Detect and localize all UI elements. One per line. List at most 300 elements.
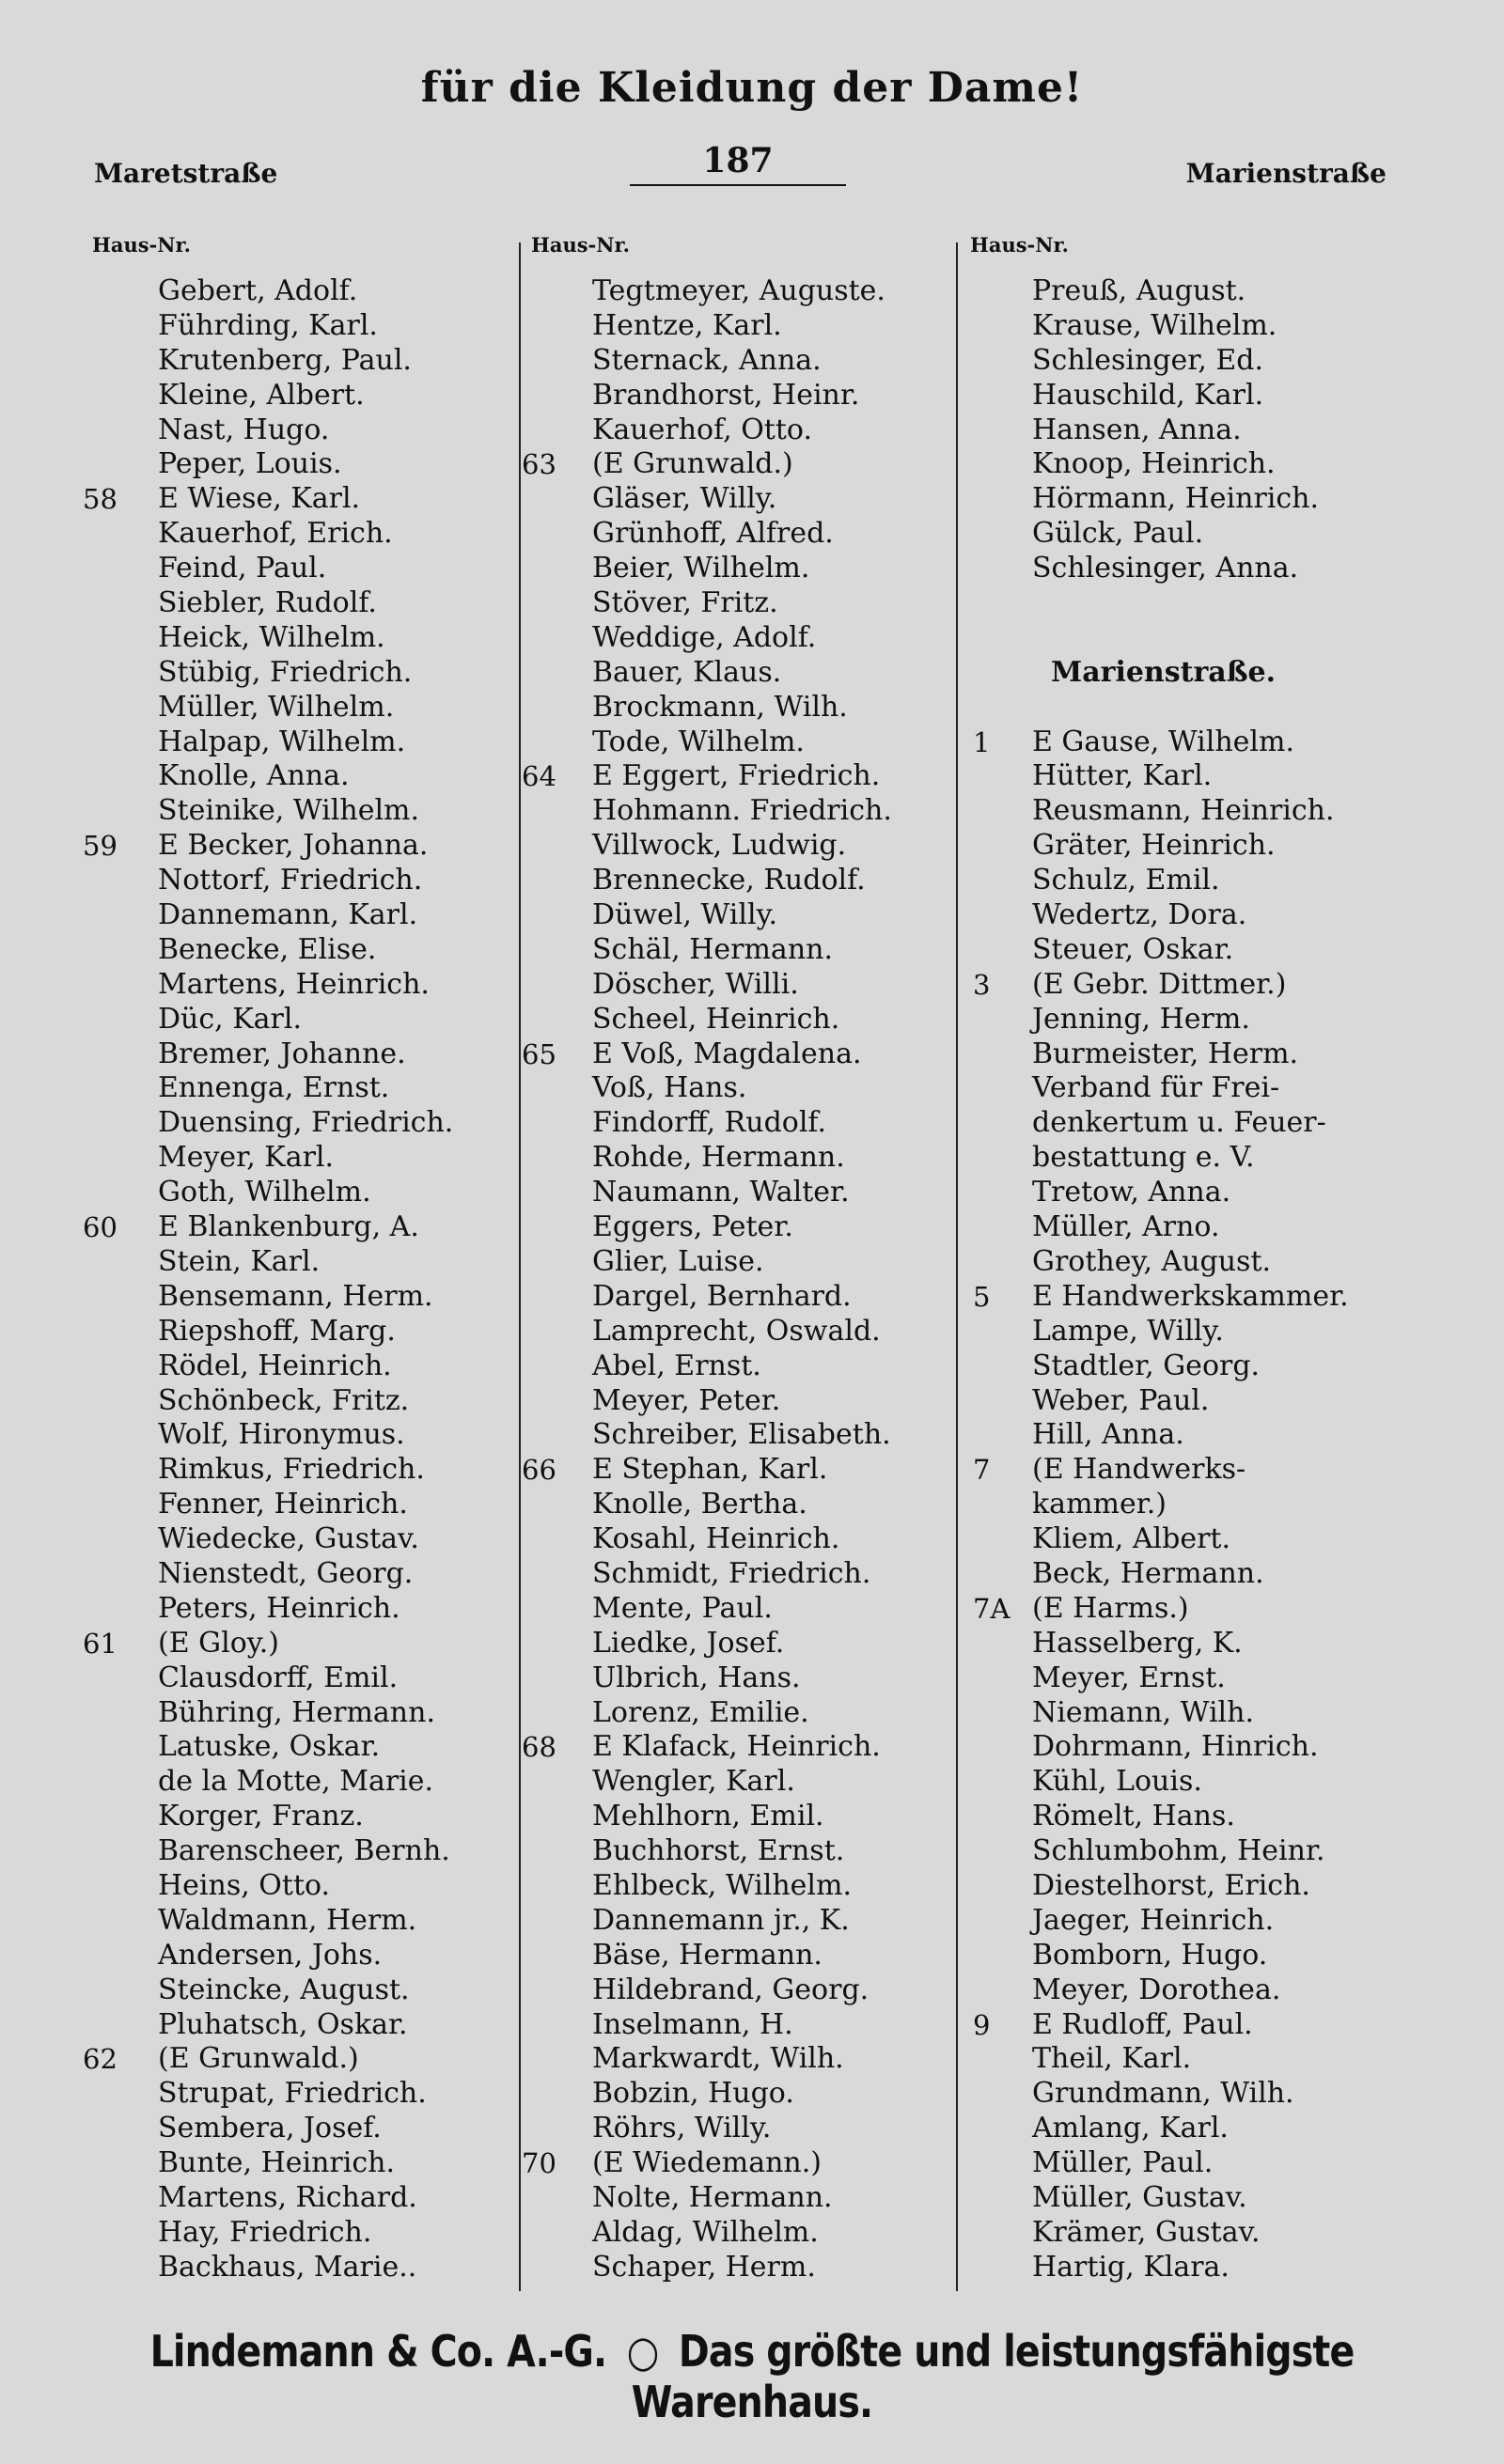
directory-entry <box>522 794 949 829</box>
resident-name: Rohde, Hermann. <box>592 1141 845 1175</box>
directory-entry <box>83 1939 510 1973</box>
resident-name: Feind, Paul. <box>158 552 327 585</box>
resident-name: Schönbeck, Fritz. <box>158 1383 410 1417</box>
resident-name: de la Motte, Marie. <box>158 1765 434 1799</box>
directory-entry <box>83 759 510 794</box>
directory-entry <box>973 864 1443 898</box>
directory-entry <box>522 2008 949 2043</box>
directory-entry <box>83 794 510 829</box>
column-header-1: Haus-Nr. <box>92 233 191 257</box>
directory-entry <box>522 1384 949 1419</box>
resident-name: E Klafack, Heinrich. <box>592 1730 881 1764</box>
house-number: 65 <box>522 1037 556 1070</box>
resident-name: Clausdorff, Emil. <box>158 1661 399 1694</box>
house-number: 62 <box>83 2043 118 2076</box>
resident-name: E Wiese, Karl. <box>158 482 361 516</box>
house-number: 63 <box>522 448 556 481</box>
resident-name: Korger, Franz. <box>158 1800 364 1833</box>
resident-name: Riepshoff, Marg. <box>158 1314 396 1348</box>
directory-entry <box>522 1557 949 1592</box>
resident-name: Scheel, Heinrich. <box>592 1002 840 1036</box>
resident-name: Schreiber, Elisabeth. <box>592 1418 891 1452</box>
resident-name: Kauerhof, Otto. <box>592 413 812 446</box>
resident-name: Villwock, Ludwig. <box>592 829 847 863</box>
directory-entry <box>973 482 1443 517</box>
directory-entry <box>973 413 1443 448</box>
resident-name: E Gause, Wilhelm. <box>1032 725 1294 758</box>
resident-name: Duensing, Friedrich. <box>158 1106 454 1140</box>
left-running-head: Maretstraße <box>94 158 278 189</box>
resident-name: Steinike, Wilhelm. <box>158 794 420 828</box>
resident-name: Dohrmann, Hinrich. <box>1032 1730 1319 1764</box>
directory-entry <box>973 2181 1443 2216</box>
resident-name: Wolf, Hironymus. <box>158 1418 405 1452</box>
resident-name: Rimkus, Friedrich. <box>158 1453 425 1487</box>
directory-entry <box>522 1245 949 1280</box>
directory-entry <box>83 1522 510 1557</box>
directory-entry <box>83 1973 510 2008</box>
directory-entry <box>522 898 949 933</box>
directory-entry <box>83 1245 510 1280</box>
bottom-advertisement <box>105 2326 1399 2427</box>
directory-entry <box>83 656 510 691</box>
resident-name: Bühring, Hermann. <box>158 1695 435 1729</box>
resident-name: (E Harms.) <box>1032 1591 1189 1625</box>
directory-entry <box>83 344 510 379</box>
resident-name: Pluhatsch, Oskar. <box>158 2007 408 2041</box>
directory-entry <box>973 1210 1443 1245</box>
resident-name: Gräter, Heinrich. <box>1032 829 1276 863</box>
resident-name: Fenner, Heinrich. <box>158 1488 408 1521</box>
directory-column-2 <box>522 274 949 2285</box>
house-number: 66 <box>522 1454 556 1487</box>
resident-name: Halpap, Wilhelm. <box>158 725 406 758</box>
column-rule-2 <box>956 242 958 2291</box>
resident-name: Findorff, Rudolf. <box>592 1106 826 1140</box>
directory-entry <box>522 344 949 379</box>
house-number: 5 <box>973 1280 991 1313</box>
resident-name: Kleine, Albert. <box>158 378 365 412</box>
directory-entry <box>83 1696 510 1731</box>
resident-name: Aldag, Wilhelm. <box>592 2215 819 2249</box>
resident-name: Bauer, Klaus. <box>592 655 782 689</box>
resident-name: Niemann, Wilh. <box>1032 1695 1255 1729</box>
resident-name: Markwardt, Wilh. <box>592 2042 844 2076</box>
house-number: 64 <box>522 760 556 793</box>
resident-name: Naumann, Walter. <box>592 1176 850 1209</box>
resident-name: Heick, Wilhelm. <box>158 620 385 654</box>
page-number: 187 <box>630 141 846 186</box>
resident-name: Beier, Wilhelm. <box>592 552 810 585</box>
directory-entry <box>973 1488 1443 1522</box>
resident-name: Hörmann, Heinrich. <box>1032 482 1320 516</box>
street-heading <box>973 656 1443 691</box>
directory-entry <box>973 552 1443 586</box>
resident-name: Schaper, Herm. <box>592 2250 816 2284</box>
directory-entry <box>83 864 510 898</box>
resident-name: Düwel, Willy. <box>592 898 778 932</box>
resident-name: Burmeister, Herm. <box>1032 1037 1299 1070</box>
directory-entry <box>973 1730 1443 1765</box>
advertiser-slogan: Das größte und leistungsfähigste Warenhaus. <box>631 2326 1355 2427</box>
resident-name: Meyer, Ernst. <box>1032 1661 1226 1694</box>
resident-name: Kühl, Louis. <box>1032 1765 1202 1799</box>
directory-entry <box>83 1627 510 1661</box>
resident-name: Gebert, Adolf. <box>158 274 358 307</box>
resident-name: Nolte, Hermann. <box>592 2180 833 2214</box>
resident-name: (E Wiedemann.) <box>592 2146 822 2180</box>
resident-name: Schäl, Hermann. <box>592 932 833 966</box>
directory-entry <box>83 1800 510 1834</box>
resident-name: Kliem, Albert. <box>1032 1522 1231 1556</box>
directory-entry <box>973 309 1443 344</box>
resident-name: Meyer, Dorothea. <box>1032 1973 1281 2006</box>
directory-entry <box>973 1418 1443 1453</box>
directory-entry <box>83 1384 510 1419</box>
directory-entry <box>522 656 949 691</box>
directory-entry <box>973 1592 1443 1627</box>
resident-name: Buchhorst, Ernst. <box>592 1834 845 1868</box>
directory-entry <box>973 1869 1443 1904</box>
directory-entry <box>973 447 1443 482</box>
resident-name: Verband für Frei- <box>1032 1071 1280 1105</box>
directory-entry <box>83 1453 510 1488</box>
directory-entry <box>522 1939 949 1973</box>
directory-entry <box>973 621 1443 656</box>
resident-name: Brandhorst, Heinr. <box>592 378 860 412</box>
resident-name: (E Grunwald.) <box>158 2042 359 2076</box>
resident-name: Theil, Karl. <box>1032 2042 1192 2076</box>
resident-name: Knoop, Heinrich. <box>1032 447 1276 481</box>
resident-name: Grünhoff, Alfred. <box>592 517 834 551</box>
directory-entry <box>83 1176 510 1210</box>
directory-entry <box>973 1106 1443 1141</box>
directory-entry <box>522 2181 949 2216</box>
resident-name: Hauschild, Karl. <box>1032 378 1264 412</box>
directory-entry <box>973 379 1443 413</box>
directory-entry <box>522 1592 949 1627</box>
resident-name: Stübig, Friedrich. <box>158 655 413 689</box>
resident-name: Knolle, Anna. <box>158 759 350 793</box>
resident-name: kammer.) <box>1032 1488 1167 1521</box>
resident-name: Bomborn, Hugo. <box>1032 1938 1268 1972</box>
resident-name: Kauerhof, Erich. <box>158 517 393 551</box>
directory-entry <box>522 447 949 482</box>
resident-name: Bremer, Johanne. <box>158 1037 406 1070</box>
house-number: 7 <box>973 1454 991 1487</box>
directory-entry <box>522 1696 949 1731</box>
directory-entry <box>522 725 949 760</box>
resident-name: Amlang, Karl. <box>1032 2112 1229 2145</box>
directory-entry <box>973 1280 1443 1315</box>
directory-entry <box>83 1765 510 1800</box>
resident-name: Steincke, August. <box>158 1973 410 2006</box>
directory-entry <box>973 1661 1443 1696</box>
directory-entry <box>522 1141 949 1176</box>
directory-entry <box>973 2112 1443 2146</box>
directory-entry <box>83 691 510 725</box>
resident-name: denkertum u. Feuer- <box>1032 1106 1326 1140</box>
directory-entry <box>83 1280 510 1315</box>
resident-name: Weddige, Adolf. <box>592 620 817 654</box>
directory-entry <box>522 1003 949 1037</box>
resident-name: Sembera, Josef. <box>158 2112 382 2145</box>
directory-entry <box>83 1315 510 1349</box>
house-number: 60 <box>83 1211 118 1244</box>
directory-entry <box>522 1071 949 1106</box>
house-number: 1 <box>973 725 991 758</box>
house-number: 7A <box>973 1592 1010 1625</box>
directory-entry <box>522 1869 949 1904</box>
resident-name: Grundmann, Wilh. <box>1032 2077 1294 2111</box>
directory-entry <box>973 1904 1443 1939</box>
top-advertisement: für die Kleidung der Dame! <box>420 64 1084 112</box>
resident-name: Peters, Heinrich. <box>158 1591 400 1625</box>
directory-entry <box>83 933 510 968</box>
directory-entry <box>973 829 1443 864</box>
directory-column-3 <box>973 274 1443 2285</box>
resident-name: Lorenz, Emilie. <box>592 1695 809 1729</box>
column-header-3: Haus-Nr. <box>970 233 1069 257</box>
resident-name: Führding, Karl. <box>158 308 378 342</box>
directory-entry <box>522 829 949 864</box>
resident-name: Dargel, Bernhard. <box>592 1279 852 1313</box>
resident-name: Beck, Hermann. <box>1032 1556 1264 1590</box>
house-number: 70 <box>522 2147 556 2180</box>
resident-name: Peper, Louis. <box>158 447 342 481</box>
resident-name: Benecke, Elise. <box>158 932 377 966</box>
house-number: 68 <box>522 1731 556 1764</box>
directory-entry <box>522 1210 949 1245</box>
resident-name: Brennecke, Rudolf. <box>592 864 866 897</box>
resident-name: Nast, Hugo. <box>158 413 330 446</box>
house-number: 9 <box>973 2008 991 2041</box>
directory-entry <box>83 482 510 517</box>
directory-entry <box>83 1557 510 1592</box>
resident-name: Tode, Wilhelm. <box>592 725 805 758</box>
directory-entry <box>522 1627 949 1661</box>
resident-name: Grothey, August. <box>1032 1244 1272 1278</box>
directory-entry <box>973 968 1443 1003</box>
directory-entry <box>83 621 510 656</box>
directory-entry <box>973 1003 1443 1037</box>
column-rule-1 <box>519 242 521 2291</box>
resident-name: Weber, Paul. <box>1032 1383 1210 1417</box>
directory-entry <box>973 2146 1443 2181</box>
resident-name: Müller, Arno. <box>1032 1210 1220 1244</box>
directory-entry <box>973 1627 1443 1661</box>
directory-entry <box>522 864 949 898</box>
directory-entry <box>973 1037 1443 1072</box>
resident-name: Nienstedt, Georg. <box>158 1556 414 1590</box>
separator-circle: ○ <box>626 2326 659 2377</box>
directory-entry <box>522 1315 949 1349</box>
resident-name: Steuer, Oskar. <box>1032 932 1234 966</box>
directory-entry <box>83 1904 510 1939</box>
right-running-head: Marienstraße <box>1185 158 1386 189</box>
resident-name: Müller, Gustav. <box>1032 2180 1247 2214</box>
directory-entry <box>522 1800 949 1834</box>
resident-name: Sternack, Anna. <box>592 343 822 377</box>
directory-entry <box>522 1834 949 1869</box>
directory-entry <box>522 2216 949 2251</box>
directory-column-1 <box>83 274 510 2285</box>
directory-entry <box>973 1349 1443 1384</box>
resident-name: Hay, Friedrich. <box>158 2215 372 2249</box>
house-number: 3 <box>973 968 991 1001</box>
directory-entry <box>522 2042 949 2077</box>
resident-name: E Rudloff, Paul. <box>1032 2007 1253 2041</box>
resident-name: Hentze, Karl. <box>592 308 782 342</box>
resident-name: Krämer, Gustav. <box>1032 2215 1261 2249</box>
resident-name: Hildebrand, Georg. <box>592 1973 870 2006</box>
directory-entry <box>973 1557 1443 1592</box>
directory-entry <box>973 933 1443 968</box>
directory-entry <box>973 1522 1443 1557</box>
directory-entry <box>973 794 1443 829</box>
directory-entry <box>973 517 1443 552</box>
resident-name: Mente, Paul. <box>592 1591 773 1625</box>
resident-name: Kosahl, Heinrich. <box>592 1522 840 1556</box>
resident-name: Lamprecht, Oswald. <box>592 1314 881 1348</box>
directory-entry <box>83 2181 510 2216</box>
directory-entry <box>973 1071 1443 1106</box>
directory-entry <box>973 691 1443 725</box>
resident-name: Gläser, Willy. <box>592 482 777 516</box>
resident-name: Stein, Karl. <box>158 1244 321 1278</box>
directory-entry <box>522 1488 949 1522</box>
resident-name: Bäse, Hermann. <box>592 1938 822 1972</box>
directory-entry <box>973 586 1443 621</box>
resident-name: Schlumbohm, Heinr. <box>1032 1834 1325 1868</box>
directory-entry <box>83 2146 510 2181</box>
street-heading-text: Marienstraße. <box>1051 655 1277 689</box>
resident-name: Wedertz, Dora. <box>1032 898 1247 932</box>
resident-name: Glier, Luise. <box>592 1244 764 1278</box>
directory-entry <box>83 413 510 448</box>
resident-name: Siebler, Rudolf. <box>158 586 377 620</box>
directory-entry <box>522 482 949 517</box>
directory-entry <box>973 274 1443 309</box>
directory-entry <box>83 898 510 933</box>
resident-name: Goth, Wilhelm. <box>158 1176 371 1209</box>
resident-name: Schulz, Emil. <box>1032 864 1220 897</box>
resident-name: Bobzin, Hugo. <box>592 2077 794 2111</box>
resident-name: Ulbrich, Hans. <box>592 1661 801 1694</box>
directory-entry <box>522 2251 949 2285</box>
resident-name: Hütter, Karl. <box>1032 759 1213 793</box>
resident-name: Diestelhorst, Erich. <box>1032 1868 1310 1902</box>
directory-entry <box>83 968 510 1003</box>
directory-entry <box>973 725 1443 760</box>
directory-entry <box>83 2042 510 2077</box>
resident-name: Dannemann, Karl. <box>158 898 418 932</box>
directory-entry <box>522 517 949 552</box>
resident-name: Eggers, Peter. <box>592 1210 793 1244</box>
directory-entry <box>83 1003 510 1037</box>
resident-name: Müller, Wilhelm. <box>158 690 395 724</box>
resident-name: Nottorf, Friedrich. <box>158 864 423 897</box>
resident-name: Waldmann, Herm. <box>158 1903 417 1937</box>
directory-entry <box>83 1210 510 1245</box>
resident-name: Jenning, Herm. <box>1032 1002 1250 1036</box>
directory-entry <box>973 1245 1443 1280</box>
resident-name: E Stephan, Karl. <box>592 1453 828 1487</box>
resident-name: Hill, Anna. <box>1032 1418 1184 1452</box>
resident-name: Schlesinger, Anna. <box>1032 552 1299 585</box>
directory-entry <box>522 1106 949 1141</box>
directory-entry <box>83 725 510 760</box>
directory-entry <box>522 586 949 621</box>
directory-entry <box>973 1800 1443 1834</box>
resident-name: Jaeger, Heinrich. <box>1032 1903 1275 1937</box>
directory-entry <box>83 309 510 344</box>
directory-entry <box>973 759 1443 794</box>
directory-entry <box>522 1453 949 1488</box>
directory-entry <box>522 1973 949 2008</box>
resident-name: Barenscheer, Bernh. <box>158 1834 450 1868</box>
directory-entry <box>522 1418 949 1453</box>
directory-entry <box>973 344 1443 379</box>
resident-name: Wengler, Karl. <box>592 1765 795 1799</box>
resident-name: E Voß, Magdalena. <box>592 1037 862 1070</box>
resident-name: Voß, Hans. <box>592 1071 747 1105</box>
directory-entry <box>973 2042 1443 2077</box>
resident-name: Müller, Paul. <box>1032 2146 1214 2180</box>
directory-entry <box>83 586 510 621</box>
directory-entry <box>522 2146 949 2181</box>
resident-name: (E Gebr. Dittmer.) <box>1032 967 1287 1001</box>
directory-entry <box>83 517 510 552</box>
resident-name: Döscher, Willi. <box>592 967 799 1001</box>
directory-entry <box>522 309 949 344</box>
directory-entry <box>522 1037 949 1072</box>
resident-name: Düc, Karl. <box>158 1002 303 1036</box>
resident-name: Stadtler, Georg. <box>1032 1349 1261 1382</box>
resident-name: Röhrs, Willy. <box>592 2112 772 2145</box>
advertiser-name: Lindemann & Co. A.-G. <box>149 2326 607 2377</box>
resident-name: Stöver, Fritz. <box>592 586 778 620</box>
resident-name: Strupat, Friedrich. <box>158 2077 427 2111</box>
directory-entry <box>973 1176 1443 1210</box>
resident-name: Bunte, Heinrich. <box>158 2146 395 2180</box>
resident-name: Römelt, Hans. <box>1032 1800 1235 1833</box>
directory-entry <box>83 274 510 309</box>
directory-entry <box>83 1106 510 1141</box>
resident-name: Hohmann. Friedrich. <box>592 794 892 828</box>
resident-name: Heins, Otto. <box>158 1868 331 1902</box>
resident-name: Gülck, Paul. <box>1032 517 1204 551</box>
directory-entry <box>83 2216 510 2251</box>
resident-name: (E Grunwald.) <box>592 447 793 481</box>
house-number: 59 <box>83 830 118 863</box>
directory-entry <box>83 1661 510 1696</box>
directory-entry <box>522 1730 949 1765</box>
resident-name: Krause, Wilhelm. <box>1032 308 1277 342</box>
resident-name: Schmidt, Friedrich. <box>592 1556 871 1590</box>
resident-name: E Blankenburg, A. <box>158 1210 419 1244</box>
directory-entry <box>973 1973 1443 2008</box>
resident-name: (E Handwerks- <box>1032 1453 1246 1487</box>
directory-entry <box>973 2251 1443 2285</box>
resident-name: Rödel, Heinrich. <box>158 1349 392 1382</box>
directory-entry <box>973 1453 1443 1488</box>
directory-entry <box>522 1904 949 1939</box>
directory-entry <box>973 1384 1443 1419</box>
resident-name: Abel, Ernst. <box>592 1349 761 1382</box>
resident-name: Brockmann, Wilh. <box>592 690 848 724</box>
directory-entry <box>522 1661 949 1696</box>
